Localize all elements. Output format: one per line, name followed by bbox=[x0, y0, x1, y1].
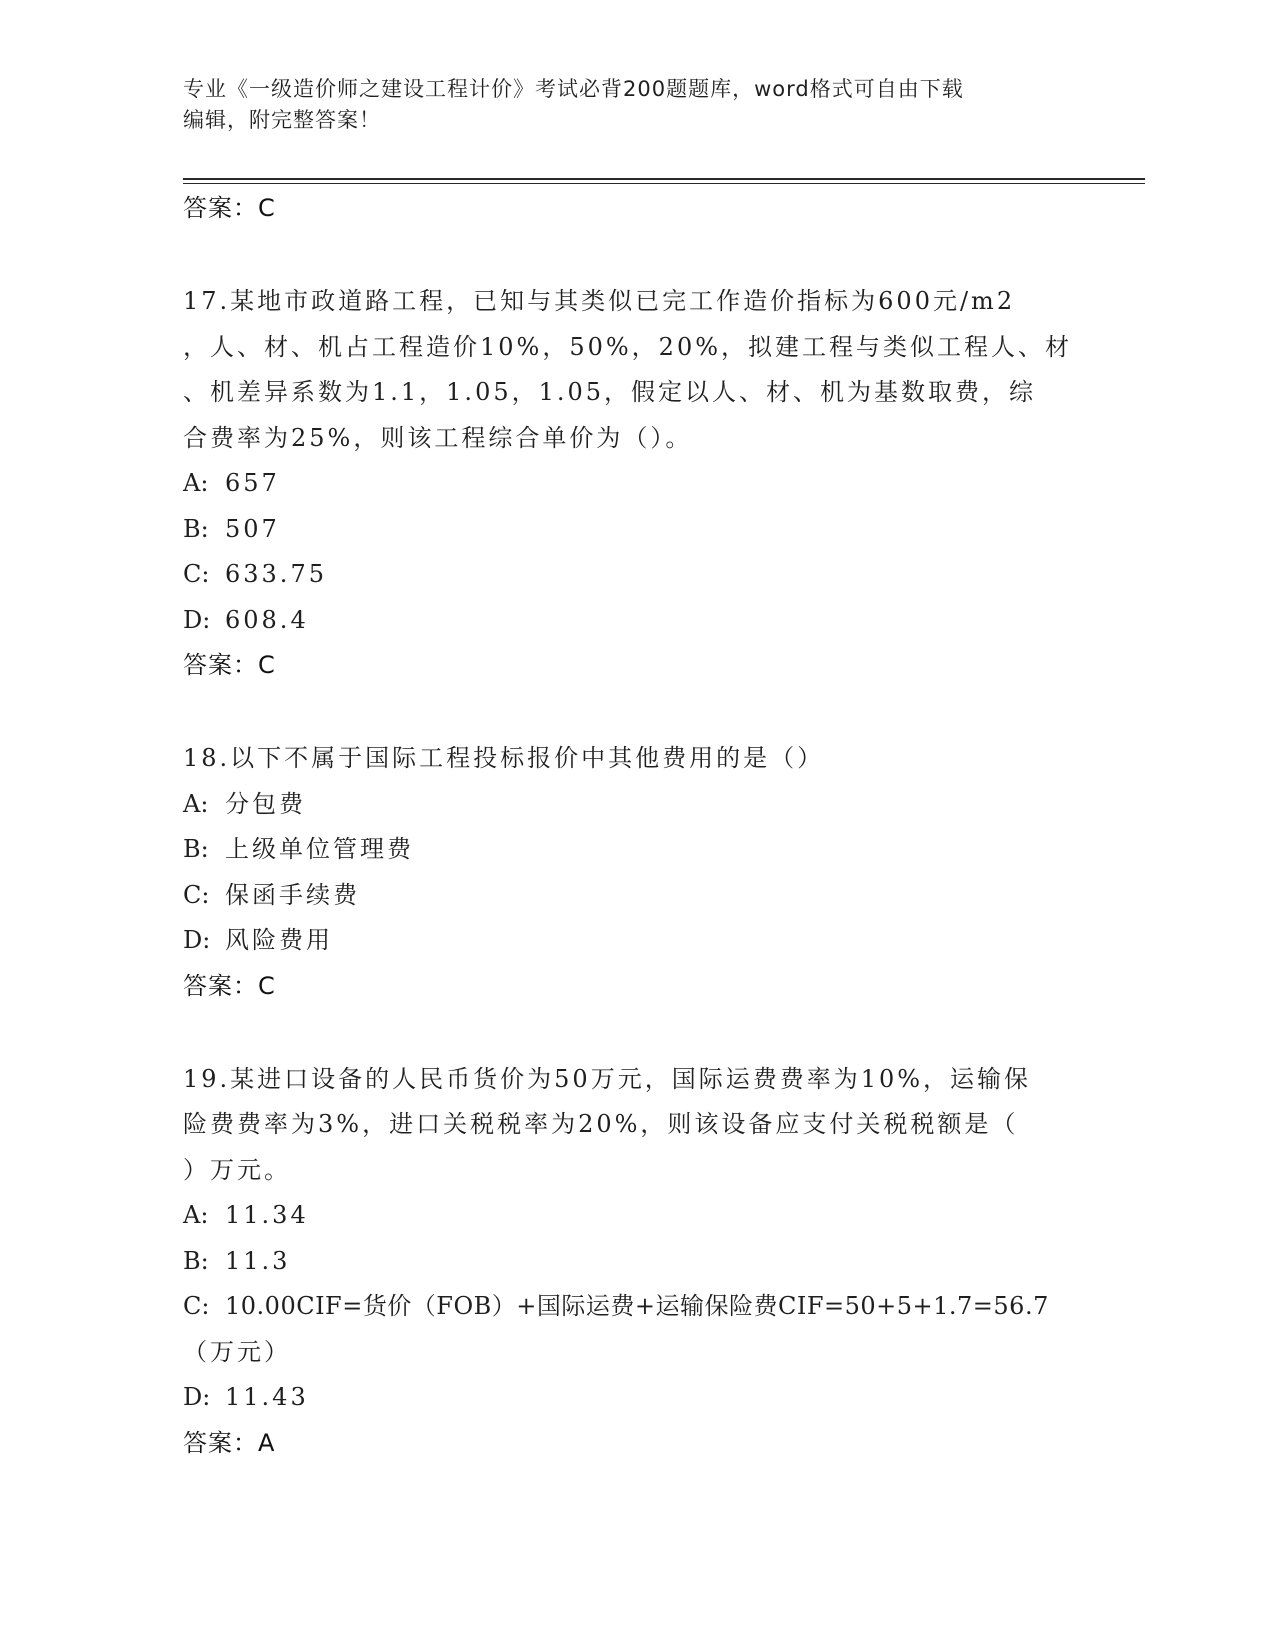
document-body bbox=[183, 186, 1083, 1466]
option-text: 507 bbox=[225, 514, 280, 543]
option-letter: D: bbox=[183, 605, 211, 634]
option-text: 分包费 bbox=[225, 789, 306, 818]
option-letter: A: bbox=[183, 469, 209, 497]
header-title-line-1: 专业《一级造价师之建设工程计价》考试必背200题题库，word格式可自由下载 bbox=[183, 77, 964, 101]
option-letter: A: bbox=[183, 789, 209, 818]
question-stem-line: 、机差异系数为1.1，1.05，1.05，假定以人、材、机为基数取费，综 bbox=[183, 378, 1037, 406]
question-stem bbox=[183, 279, 1083, 461]
option-text: 633.75 bbox=[225, 560, 327, 588]
option-text: 风险费用 bbox=[225, 926, 333, 954]
option-letter: B: bbox=[183, 835, 209, 863]
question-stem bbox=[183, 736, 1083, 782]
question-stem-line: 17.某地市政道路工程，已知与其类似已完工作造价指标为600元/m2 bbox=[183, 287, 1016, 315]
option-letter: A: bbox=[183, 1201, 209, 1229]
header-title-line-2: 编辑，附完整答案！ bbox=[183, 108, 381, 132]
question-stem-line: 险费费率为3%，进口关税税率为20%，则该设备应支付关税税额是（ bbox=[183, 1110, 1019, 1138]
option-text: 保函手续费 bbox=[225, 880, 360, 909]
option-b bbox=[183, 1239, 1083, 1285]
question-18 bbox=[183, 736, 1083, 1009]
option-letter: C: bbox=[183, 1292, 210, 1320]
option-c-continuation bbox=[183, 1330, 1083, 1376]
question-stem bbox=[183, 1057, 1083, 1194]
question-stem-line: 18.以下不属于国际工程投标报价中其他费用的是（） bbox=[183, 744, 825, 772]
option-letter: B: bbox=[183, 514, 209, 543]
answer-line: 答案：C bbox=[183, 651, 276, 679]
option-text: 657 bbox=[225, 469, 280, 497]
question-17 bbox=[183, 279, 1083, 688]
question-19 bbox=[183, 1057, 1083, 1466]
question-stem-line: ，人、材、机占工程造价10%，50%，20%，拟建工程与类似工程人、材 bbox=[183, 332, 1073, 361]
previous-question-answer: 答案：C bbox=[183, 194, 276, 222]
option-letter: B: bbox=[183, 1246, 209, 1275]
option-b bbox=[183, 827, 1083, 873]
option-a bbox=[183, 782, 1083, 828]
option-c bbox=[183, 873, 1083, 919]
option-text: 10.00CIF=货价（FOB）+国际运费+运输保险费CIF=50+5+1.7=56.7 bbox=[225, 1292, 1049, 1320]
option-text: 11.43 bbox=[225, 1383, 309, 1411]
answer-line: 答案：C bbox=[183, 971, 276, 1000]
option-c bbox=[183, 1284, 1083, 1330]
option-a bbox=[183, 461, 1083, 507]
option-text: 11.34 bbox=[225, 1201, 309, 1229]
header-rule-thin bbox=[183, 183, 1145, 184]
option-text: 608.4 bbox=[225, 605, 309, 634]
answer-line: 答案：A bbox=[183, 1428, 276, 1457]
document-header bbox=[183, 74, 1083, 136]
option-letter: C: bbox=[183, 880, 210, 909]
option-a bbox=[183, 1193, 1083, 1239]
option-letter: C: bbox=[183, 560, 210, 588]
option-c bbox=[183, 552, 1083, 598]
question-stem-line: 合费率为25%，则该工程综合单价为（）。 bbox=[183, 423, 693, 452]
option-text: 上级单位管理费 bbox=[225, 835, 414, 863]
question-stem-line: 19.某进口设备的人民币货价为50万元，国际运费费率为10%，运输保 bbox=[183, 1064, 1032, 1093]
question-stem-line: ）万元。 bbox=[183, 1155, 291, 1184]
option-text: 11.3 bbox=[225, 1246, 291, 1275]
option-b bbox=[183, 507, 1083, 553]
option-d bbox=[183, 1375, 1083, 1421]
option-text: （万元） bbox=[183, 1337, 291, 1366]
option-letter: D: bbox=[183, 926, 211, 954]
header-rule-thick bbox=[183, 178, 1145, 180]
option-d bbox=[183, 918, 1083, 964]
option-letter: D: bbox=[183, 1383, 211, 1411]
option-d bbox=[183, 598, 1083, 644]
